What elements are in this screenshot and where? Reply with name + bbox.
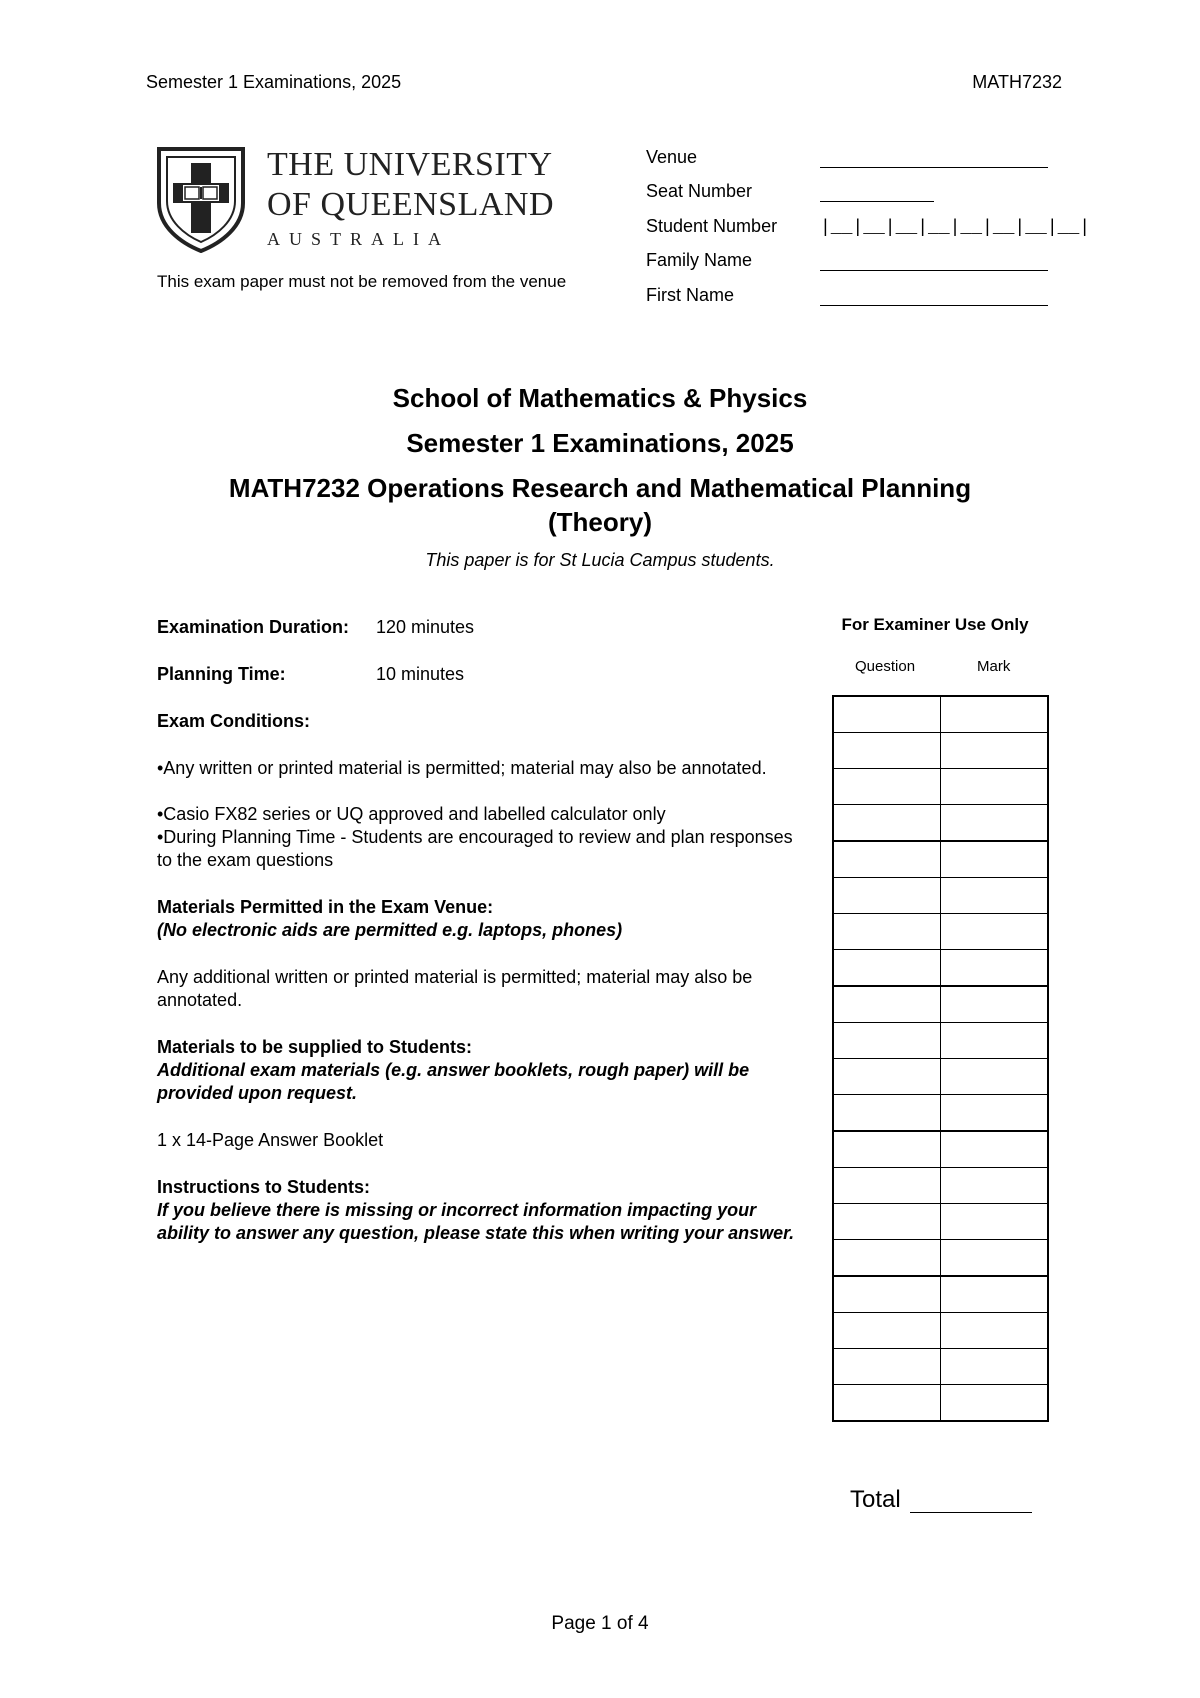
supplied-text: 1 x 14-Page Answer Booklet (157, 1130, 384, 1150)
condition-item-1: •Any written or printed material is permitted; material may also be annotated. (157, 758, 767, 778)
university-name-line1: THE UNIVERSITY (267, 146, 553, 183)
question-cell[interactable] (833, 950, 941, 987)
planning-value: 10 minutes (376, 664, 465, 684)
mark-cell[interactable] (941, 1023, 1049, 1059)
school-title: School of Mathematics & Physics (392, 383, 808, 413)
table-row (833, 914, 1048, 950)
mark-cell[interactable] (941, 733, 1049, 769)
question-cell[interactable] (833, 1131, 941, 1168)
semester-title: Semester 1 Examinations, 2025 (406, 428, 794, 458)
question-cell[interactable] (833, 1385, 941, 1422)
mark-cell[interactable] (941, 878, 1049, 914)
table-row (833, 1023, 1048, 1059)
table-row (833, 1349, 1048, 1385)
uq-crest-icon (155, 145, 247, 253)
header-left: Semester 1 Examinations, 2025 (146, 72, 402, 92)
total-label: Total (850, 1486, 901, 1513)
mark-cell[interactable] (941, 1313, 1049, 1349)
question-cell[interactable] (833, 841, 941, 878)
question-cell[interactable] (833, 696, 941, 733)
mark-column-header: Mark (977, 658, 1011, 675)
venue-materials-text: Any additional written or printed material is permitted; material may also be annotated. (157, 967, 753, 1010)
table-row (833, 1313, 1048, 1349)
table-row (833, 1059, 1048, 1095)
instructions-label: Instructions to Students: (157, 1177, 370, 1197)
planning-row (157, 663, 807, 686)
mark-cell[interactable] (941, 1204, 1049, 1240)
table-row (833, 1240, 1048, 1277)
table-row (833, 733, 1048, 769)
mark-cell[interactable] (941, 1095, 1049, 1132)
family-name-label: Family Name (646, 250, 753, 270)
uq-logo (155, 145, 575, 255)
table-row (833, 950, 1048, 987)
student-number-field[interactable]: |__|__|__|__|__|__|__|__| (820, 218, 1091, 238)
mark-cell[interactable] (941, 1059, 1049, 1095)
question-cell[interactable] (833, 1023, 941, 1059)
supplied-label: Materials to be supplied to Students: (157, 1037, 473, 1057)
university-name-line2: OF QUEENSLAND (267, 186, 554, 223)
question-cell[interactable] (833, 1204, 941, 1240)
table-row (833, 1204, 1048, 1240)
table-row (833, 1095, 1048, 1132)
table-row (833, 841, 1048, 878)
mark-cell[interactable] (941, 1349, 1049, 1385)
first-name-label: First Name (646, 285, 735, 305)
family-name-field[interactable] (820, 270, 1048, 271)
student-number-label: Student Number (646, 216, 778, 236)
mark-cell[interactable] (941, 1385, 1049, 1422)
question-cell[interactable] (833, 986, 941, 1023)
question-cell[interactable] (833, 1168, 941, 1204)
table-row (833, 769, 1048, 805)
mark-cell[interactable] (941, 1168, 1049, 1204)
mark-cell[interactable] (941, 696, 1049, 733)
duration-label: Examination Duration: (157, 617, 350, 637)
mark-cell[interactable] (941, 769, 1049, 805)
table-row (833, 1276, 1048, 1313)
question-cell[interactable] (833, 1095, 941, 1132)
venue-materials-label: Materials Permitted in the Exam Venue: (157, 897, 494, 917)
table-row (833, 1131, 1048, 1168)
instructions-text: If you believe there is missing or incorrect information impacting your ability to answer any question, please state this when writing your answer. (157, 1200, 795, 1243)
question-cell[interactable] (833, 914, 941, 950)
university-country: AUSTRALIA (267, 229, 450, 249)
mark-cell[interactable] (941, 841, 1049, 878)
question-cell[interactable] (833, 1349, 941, 1385)
mark-cell[interactable] (941, 950, 1049, 987)
course-title-line1: MATH7232 Operations Research and Mathematical Planning (228, 473, 972, 503)
header-right: MATH7232 (972, 72, 1062, 92)
venue-materials-note: (No electronic aids are permitted e.g. laptops, phones) (157, 920, 623, 940)
removal-notice: This exam paper must not be removed from the venue (157, 272, 567, 291)
table-row (833, 696, 1048, 733)
table-row (833, 805, 1048, 842)
examiner-title: For Examiner Use Only (841, 615, 1029, 634)
venue-field[interactable] (820, 167, 1048, 168)
question-cell[interactable] (833, 769, 941, 805)
table-row (833, 878, 1048, 914)
question-cell[interactable] (833, 733, 941, 769)
question-cell[interactable] (833, 1059, 941, 1095)
seat-number-label: Seat Number (646, 181, 753, 201)
conditions-label: Exam Conditions: (157, 711, 311, 731)
condition-item-3: •During Planning Time - Students are encouraged to review and plan responses to the exam questions (157, 827, 793, 870)
mark-cell[interactable] (941, 1131, 1049, 1168)
venue-label: Venue (646, 147, 698, 167)
question-cell[interactable] (833, 1313, 941, 1349)
table-row (833, 1168, 1048, 1204)
question-cell[interactable] (833, 1240, 941, 1277)
course-title-line2: (Theory) (548, 507, 652, 537)
first-name-field[interactable] (820, 305, 1048, 306)
mark-cell[interactable] (941, 1276, 1049, 1313)
question-cell[interactable] (833, 878, 941, 914)
table-row (833, 1385, 1048, 1422)
seat-number-field[interactable] (820, 201, 934, 202)
mark-cell[interactable] (941, 1240, 1049, 1277)
page-number: Page 1 of 4 (551, 1613, 649, 1634)
question-cell[interactable] (833, 805, 941, 842)
supplied-note: Additional exam materials (e.g. answer booklets, rough paper) will be provided upon request. (157, 1060, 750, 1103)
university-name (267, 145, 554, 225)
condition-item-2: •Casio FX82 series or UQ approved and labelled calculator only (157, 804, 666, 824)
mark-cell[interactable] (941, 914, 1049, 950)
examiner-marks-table (832, 695, 1049, 1422)
duration-value: 120 minutes (376, 617, 475, 637)
planning-label: Planning Time: (157, 664, 286, 684)
duration-row (157, 616, 807, 639)
total-field[interactable] (910, 1512, 1032, 1513)
table-row (833, 986, 1048, 1023)
campus-note: This paper is for St Lucia Campus students. (425, 550, 775, 570)
question-column-header: Question (855, 658, 916, 675)
question-cell[interactable] (833, 1276, 941, 1313)
mark-cell[interactable] (941, 805, 1049, 842)
mark-cell[interactable] (941, 986, 1049, 1023)
